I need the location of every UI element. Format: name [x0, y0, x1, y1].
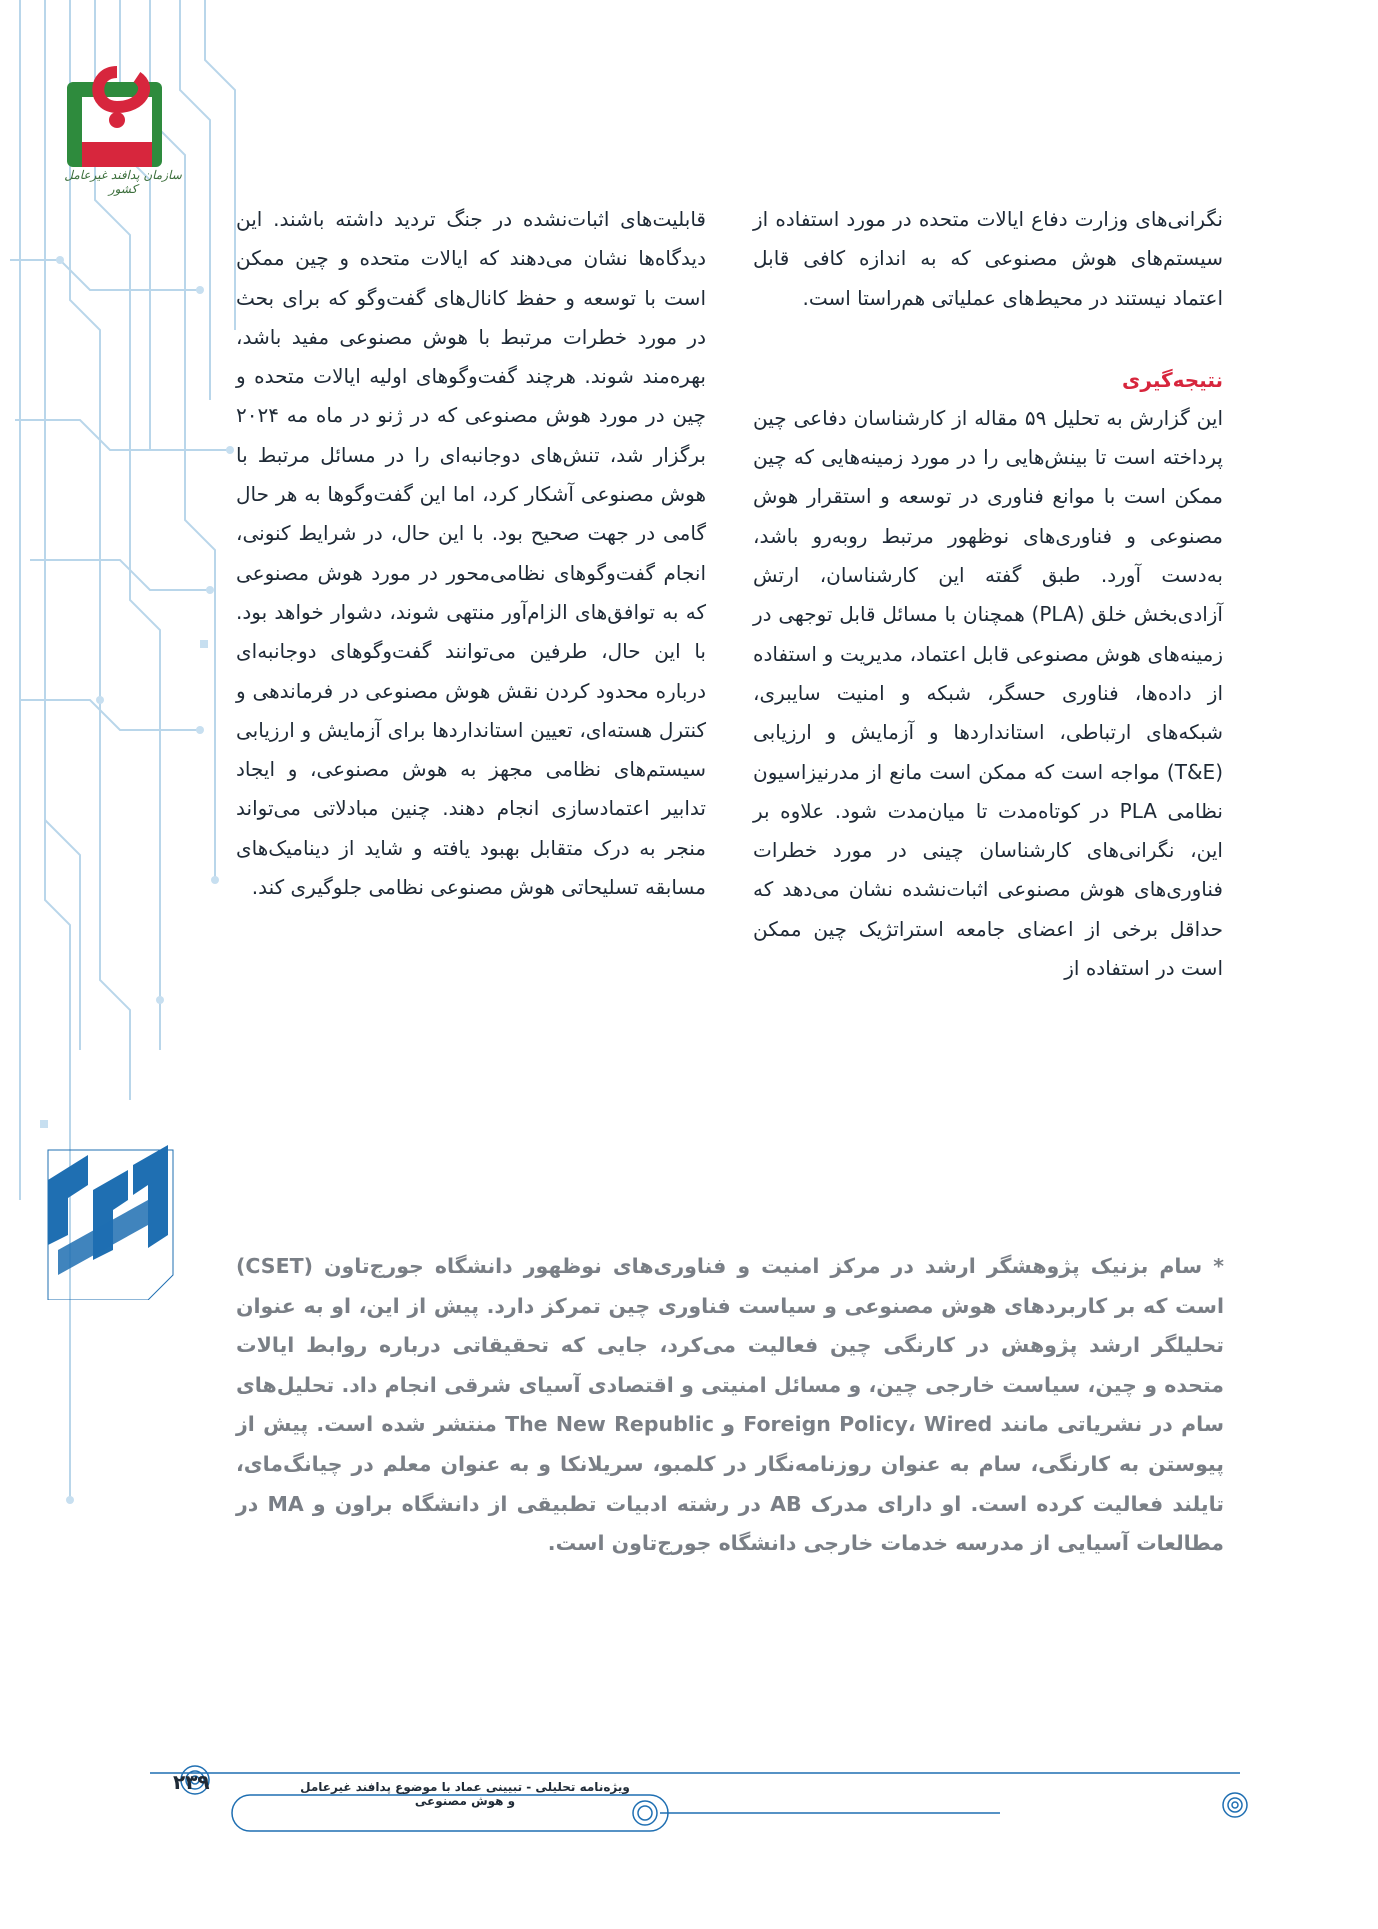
footer-ornament	[0, 1750, 1378, 1870]
circuit-decoration	[0, 0, 260, 1929]
left-column	[236, 200, 706, 907]
right-column	[753, 200, 1223, 988]
org-caption: سازمان پدافند غیرعامل کشور	[64, 168, 182, 196]
continuation-paragraph: قابلیت‌های اثبات‌نشده در جنگ تردید داشته باشند. این دیدگاه‌ها نشان می‌دهند که ایالات متحده و چین ممکن است با توسعه و حفظ کانال‌های گفت‌وگو که برای بحث در مورد خطرات مرتبط با هوش مصنوعی مفید باشد، بهره‌مند شوند. هرچند گفت‌وگوهای اولیه ایالات متحده و چین در مورد هوش مصنوعی که در ژنو در ماه مه ۲۰۲۴ برگزار شد، تنش‌های دوجانبه‌ای را در مسائل مرتبط با هوش مصنوعی آشکار کرد، اما این گفت‌وگوها به هر حال گامی در جهت صحیح بود. با این حال، در شرایط کنونی، انجام گفت‌وگوهای نظامی‌محور در مورد هوش مصنوعی که به توافق‌های الزام‌آور منتهی شوند، دشوار خواهد بود. با این حال، طرفین می‌توانند گفت‌وگوهای دوجانبه‌ای درباره محدود کردن نقش هوش مصنوعی در فرماندهی و کنترل هسته‌ای، تعیین استانداردها برای آزمایش و ارزیابی سیستم‌های نظامی مجهز به هوش مصنوعی، و ایجاد تدابیر اعتمادسازی انجام دهند. چنین مبادلاتی می‌تواند منجر به درک متقابل بهبود یافته و شاید از دینامیک‌های مسابقه تسلیحاتی هوش مصنوعی نظامی جلوگیری کند.	[236, 207, 706, 900]
page-number: ۲۳۹	[173, 1770, 210, 1794]
conclusion-paragraph: این گزارش به تحلیل ۵۹ مقاله از کارشناسان دفاعی چین پرداخته است تا بینش‌هایی را در مورد زمینه‌هایی که چین ممکن است با موانع فناوری در توسعه و استقرار هوش مصنوعی و فناوری‌های نوظهور مرتبط روبه‌رو باشد، به‌دست آورد. طبق گفته این کارشناسان، ارتش آزادی‌بخش خلق (PLA) همچنان با مسائل قابل توجهی در زمینه‌های هوش مصنوعی قابل اعتماد، مدیریت و استفاده از داده‌ها، فناوری حسگر، شبکه و امنیت سایبری، شبکه‌های ارتباطی، استانداردها و آزمایش و ارزیابی (T&E) مواجه است که ممکن است مانع از مدرنیزاسیون نظامی PLA در کوتاه‌مدت تا میان‌مدت شود. علاوه بر این، نگرانی‌های کارشناسان چینی در مورد خطرات فناوری‌های هوش مصنوعی اثبات‌نشده نشان می‌دهد که حداقل برخی از اعضای جامعه استراتژیک چین ممکن است در استفاده از	[753, 405, 1224, 981]
conclusion-heading: نتیجه‌گیری	[1122, 367, 1223, 392]
author-footnote: * سام بزنیک پژوهشگر ارشد در مرکز امنیت و فناوری‌های نوظهور دانشگاه جورج‌تاون (CSET) است که بر کاربردهای هوش مصنوعی و سیاست فناوری چین تمرکز دارد. پیش از این، او به عنوان تحلیلگر ارشد پژوهش در کارنگی چین فعالیت می‌کرد، جایی که تحقیقاتی درباره روابط ایالات متحده و چین، سیاست خارجی چین، و مسائل امنیتی و اقتصادی آسیای شرقی انجام داد. تحلیل‌های سام در نشریاتی مانند Foreign Policy، Wired و The New Republic منتشر شده است. پیش از پیوستن به کارنگی، سام به عنوان روزنامه‌نگار در کلمبو، سریلانکا و به عنوان معلم در چیانگ‌مای، تایلند فعالیت کرده است. او دارای مدرک AB در رشته ادبیات تطبیقی از دانشگاه براون و MA در مطالعات آسیایی از مدرسه خدمات خارجی دانشگاه جورج‌تاون است.	[236, 1254, 1224, 1556]
series-title: ویژه‌نامه تحلیلی - تبیینی عماد با موضوع پدافند غیرعامل و هوش مصنوعی	[300, 1780, 630, 1808]
intro-paragraph: نگرانی‌های وزارت دفاع ایالات متحده در مورد استفاده از سیستم‌های هوش مصنوعی که به اندازه کافی قابل اعتماد نیستند در محیط‌های عملیاتی هم‌راستا است.	[753, 207, 1223, 310]
emad-logo	[28, 1140, 178, 1300]
